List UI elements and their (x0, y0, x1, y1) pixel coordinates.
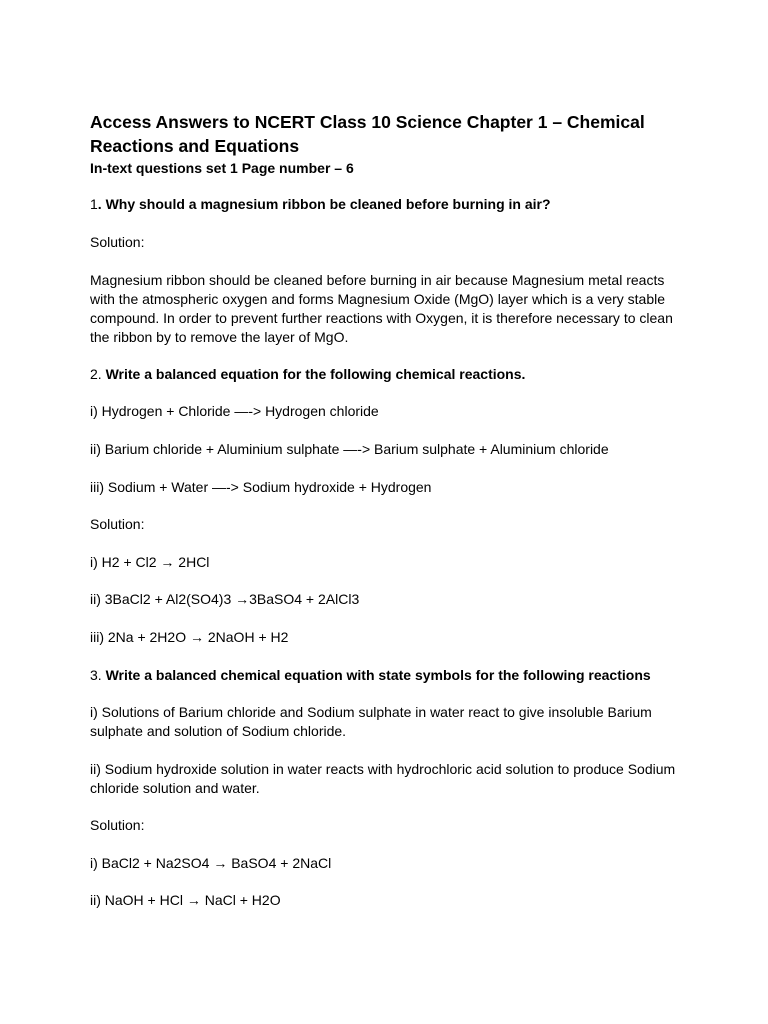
question-3-item-2: ii) Sodium hydroxide solution in water reacts with hydrochloric acid solution to produce Sodium chloride solution and water. (90, 761, 676, 796)
question-2-text: Write a balanced equation for the following chemical reactions. (105, 366, 526, 382)
question-3-text: Write a balanced chemical equation with state symbols for the following reactions (105, 667, 651, 683)
question-3 (90, 666, 690, 685)
question-2-answer-1: i) H2 + Cl2 → 2HCl (90, 554, 210, 570)
question-2-item-2: ii) Barium chloride + Aluminium sulphate —-> Barium sulphate + Aluminium chloride (90, 441, 609, 457)
document-subtitle: In-text questions set 1 Page number – 6 (90, 160, 354, 176)
question-2-number: 2. (90, 366, 106, 382)
question-3-number: 3. (90, 667, 106, 683)
question-2-solution-label: Solution: (90, 516, 145, 532)
question-3-solution-label: Solution: (90, 817, 145, 833)
question-3-item-1: i) Solutions of Barium chloride and Sodium sulphate in water react to give insoluble Barium sulphate and solution of Sodium chloride. (90, 704, 652, 739)
document-title: Access Answers to NCERT Class 10 Science Chapter 1 – Chemical Reactions and Equations (90, 112, 645, 156)
question-3-answer-2: ii) NaOH + HCl → NaCl + H2O (90, 892, 281, 908)
question-1-solution-label: Solution: (90, 234, 145, 250)
question-2-item-3: iii) Sodium + Water —-> Sodium hydroxide + Hydrogen (90, 479, 432, 495)
question-2-item-1: i) Hydrogen + Chloride —-> Hydrogen chloride (90, 403, 379, 419)
question-1-answer: Magnesium ribbon should be cleaned before burning in air because Magnesium metal reacts with the atmospheric oxygen and forms Magnesium Oxide (MgO) layer which is a very stable compound. In order to prevent further reactions with Oxygen, it is therefore necessary to clean the ribbon by to remove the layer of MgO. (90, 272, 673, 345)
question-1-number: 1 (90, 196, 98, 212)
question-2-answer-3: iii) 2Na + 2H2O → 2NaOH + H2 (90, 629, 289, 645)
question-2 (90, 365, 690, 384)
question-1-text: . Why should a magnesium ribbon be cleaned before burning in air? (97, 196, 551, 212)
question-1 (90, 195, 690, 214)
question-3-answer-1: i) BaCl2 + Na2SO4 → BaSO4 + 2NaCl (90, 855, 332, 871)
question-2-answer-2: ii) 3BaCl2 + Al2(SO4)3 →3BaSO4 + 2AlCl3 (90, 591, 360, 607)
